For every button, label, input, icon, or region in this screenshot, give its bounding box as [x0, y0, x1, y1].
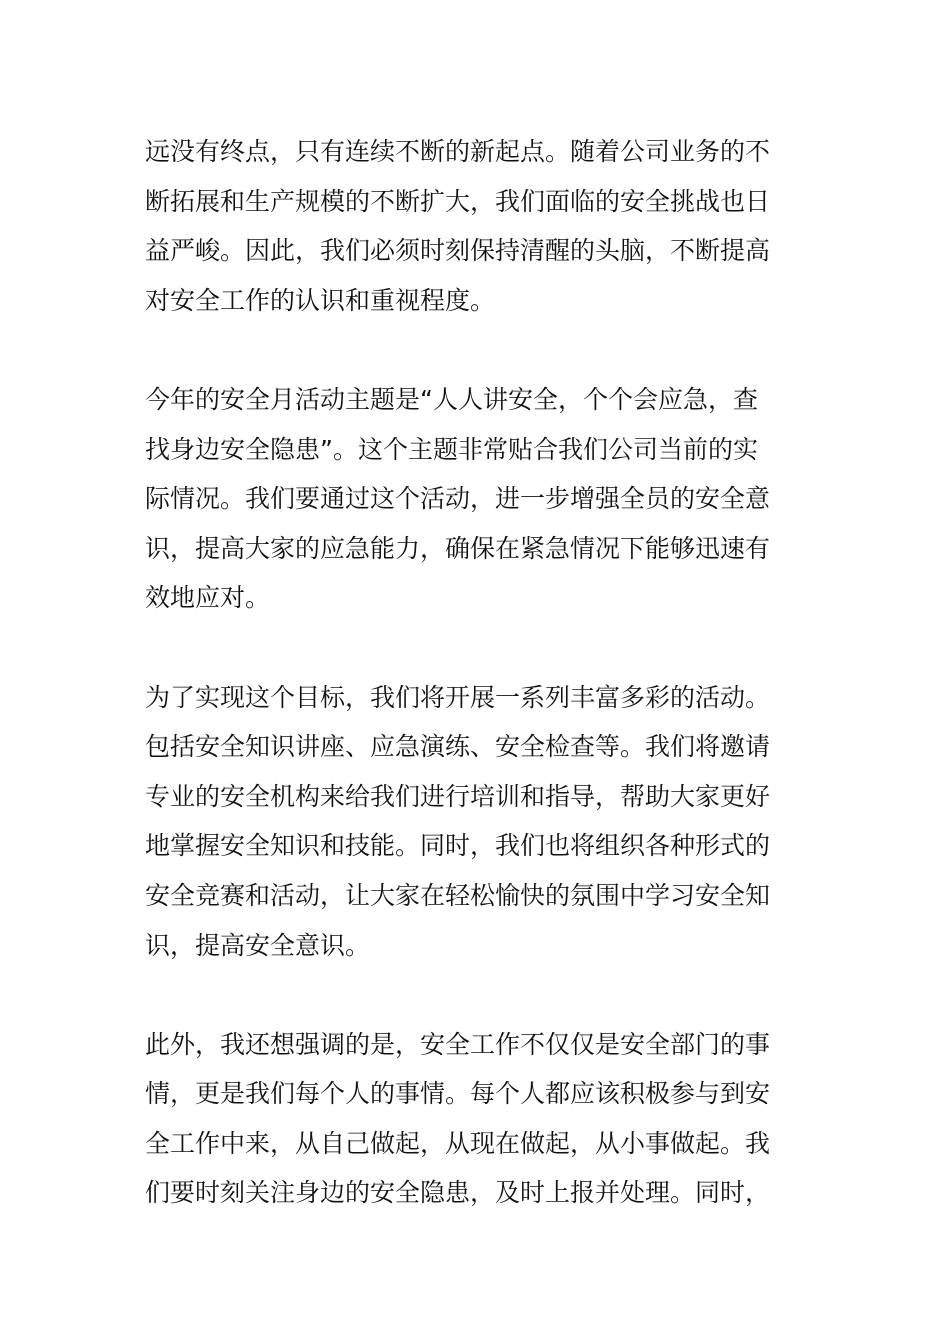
text-line: 今年的安全月活动主题是“人人讲安全，个个会应急，查: [145, 384, 758, 414]
text-line: 益严峻。因此，我们必须时刻保持清醒的头脑，不断提高: [145, 236, 771, 266]
paragraph-spacer: [145, 970, 810, 1020]
text-line: 此外，我还想强调的是，安全工作不仅仅是安全部门的事: [145, 1029, 771, 1059]
paragraph-1: [145, 127, 810, 325]
text-line: 全工作中来，从自己做起，从现在做起，从小事做起。我: [145, 1128, 771, 1158]
text-line: 为了实现这个目标，我们将开展一系列丰富多彩的活动。: [145, 682, 771, 712]
text-line: 识，提高大家的应急能力，确保在紧急情况下能够迅速有: [145, 533, 771, 563]
text-line: 际情况。我们要通过这个活动，进一步增强全员的安全意: [145, 484, 771, 514]
text-line: 情，更是我们每个人的事情。每个人都应该积极参与到安: [145, 1079, 771, 1109]
paragraph-spacer: [145, 325, 810, 375]
text-line: 包括安全知识讲座、应急演练、安全检查等。我们将邀请: [145, 732, 771, 762]
text-line: 找身边安全隐患”。这个主题非常贴合我们公司当前的实: [145, 434, 758, 464]
text-line: 效地应对。: [145, 583, 271, 613]
text-line: 专业的安全机构来给我们进行培训和指导，帮助大家更好: [145, 781, 771, 811]
paragraph-4: [145, 1020, 810, 1218]
text-line: 对安全工作的认识和重视程度。: [145, 285, 496, 315]
paragraph-spacer: [145, 623, 810, 673]
text-line: 们要时刻关注身边的安全隐患，及时上报并处理。同时，: [145, 1178, 771, 1208]
text-line: 远没有终点，只有连续不断的新起点。随着公司业务的不: [145, 137, 771, 166]
document-body: [145, 127, 810, 1218]
paragraph-2: [145, 375, 810, 623]
text-line: 安全竞赛和活动，让大家在轻松愉快的氛围中学习安全知: [145, 880, 771, 910]
text-line: 断拓展和生产规模的不断扩大，我们面临的安全挑战也日: [145, 186, 771, 216]
text-line: 识，提高安全意识。: [145, 930, 371, 960]
text-line: 地掌握安全知识和技能。同时，我们也将组织各种形式的: [145, 831, 771, 861]
paragraph-3: [145, 673, 810, 971]
